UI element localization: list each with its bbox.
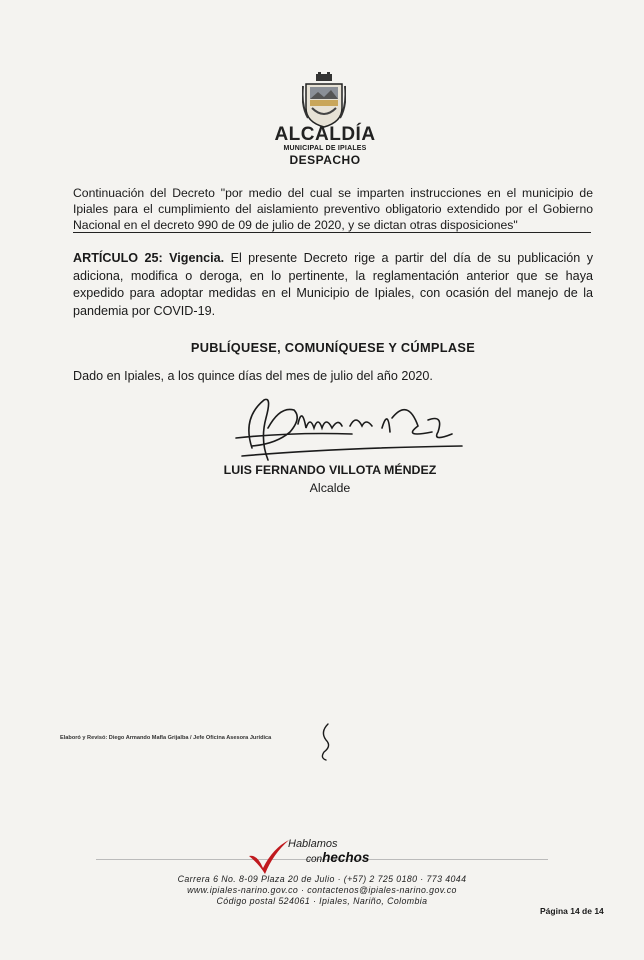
given-date: Dado en Ipiales, a los quince días del mes de julio del año 2020. [73,369,433,383]
address-line-3: Código postal 524061 · Ipiales, Nariño, Colombia [216,896,428,906]
letterhead [230,124,420,167]
page-number: Página 14 de 14 [540,906,604,916]
continuation-paragraph: Continuación del Decreto "por medio del cual se imparten instrucciones en el municipio de Ipiales para el cumplimiento del aislamiento preventivo obligatorio extendido por el Gobierno Nacional en el decreto 990 de 09 de julio de 2020, y se dictan otras disposiciones" [73,186,593,232]
article-heading: ARTÍCULO 25: Vigencia. [73,251,225,265]
handwritten-initial [318,722,334,762]
slogan-bottom [306,850,369,865]
address-line-1: Carrera 6 No. 8-09 Plaza 20 de Julio · (+57) 2 725 0180 · 773 4044 [177,874,467,884]
letterhead-subtitle: MUNICIPAL DE IPIALES [283,145,367,152]
coat-of-arms-icon [302,72,346,128]
article-text: El presente Decreto rige a partir del día de su publicación y adiciona, modifica o deroga, en lo pertinente, la reglamentación anterior que se haya expedido para adoptar medidas en el Municipio de Ipiales, con ocasión del manejo de la pandemia por COVID-19. [73,251,594,318]
slogan-hechos: hechos [322,850,370,865]
slogan-con: con [306,854,323,865]
publish-formula: PUBLÍQUESE, COMUNÍQUESE Y CÚMPLASE [190,340,476,355]
signer-role: Alcalde [309,481,351,495]
footer-address [96,874,548,907]
signer-name: LUIS FERNANDO VILLOTA MÉNDEZ [223,463,437,477]
prepared-by-note: Elaboró y Revisó: Diego Armando Mafla Grijalba / Jefe Oficina Asesora Jurídica [60,735,272,741]
article-paragraph [73,250,593,320]
letterhead-office: DESPACHO [289,153,361,167]
address-line-2: www.ipiales-narino.gov.co · contactenos@ipiales-narino.gov.co [187,885,457,895]
handwritten-signature [232,388,472,468]
slogan-top: Hablamos [288,838,338,850]
checkmark-icon [247,838,291,876]
letterhead-title: ALCALDÍA [274,124,376,145]
divider [73,232,591,233]
